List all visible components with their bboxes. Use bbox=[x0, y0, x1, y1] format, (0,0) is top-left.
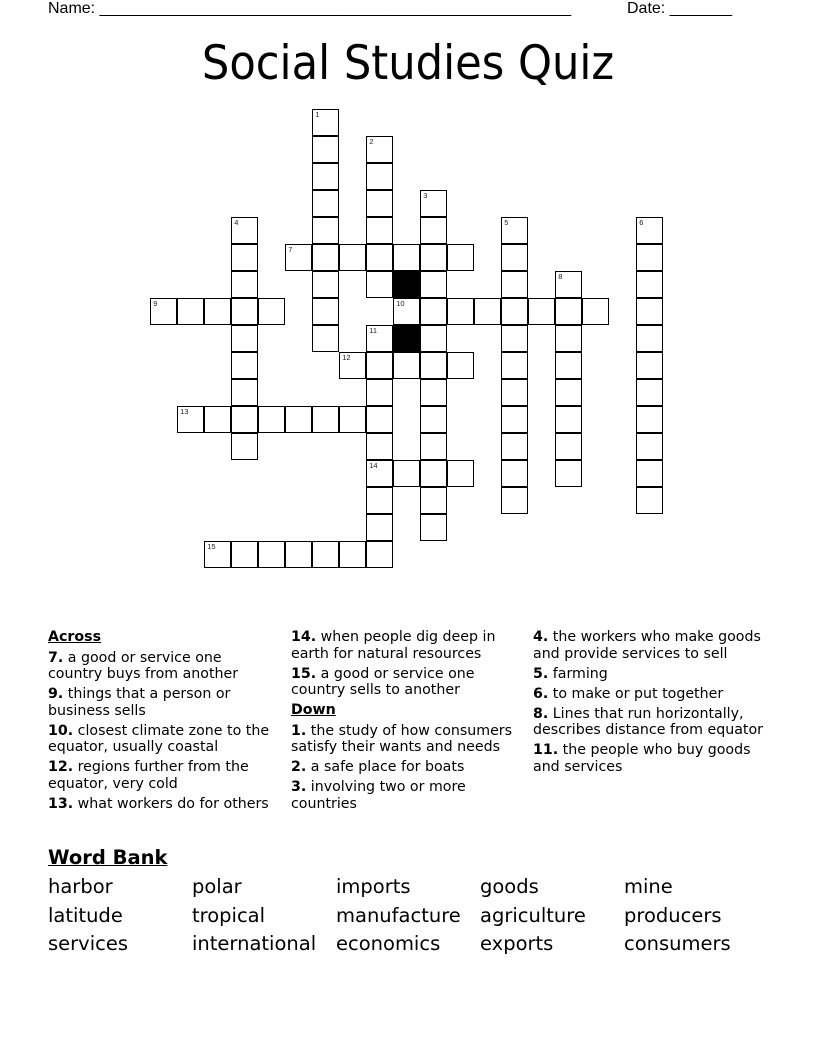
crossword-cell[interactable] bbox=[501, 298, 528, 325]
crossword-cell[interactable] bbox=[258, 298, 285, 325]
clue-number: 9 bbox=[153, 299, 158, 309]
crossword-cell[interactable] bbox=[204, 406, 231, 433]
crossword-cell[interactable] bbox=[150, 298, 177, 325]
clue-number: 10 bbox=[396, 299, 405, 309]
clues-column-2 bbox=[291, 629, 526, 816]
crossword-cell[interactable] bbox=[420, 271, 447, 298]
crossword-cell[interactable] bbox=[555, 298, 582, 325]
crossword-cell[interactable] bbox=[231, 298, 258, 325]
word-bank-word: latitude bbox=[48, 903, 123, 927]
word-bank-title: Word Bank bbox=[48, 846, 168, 869]
crossword-cell[interactable] bbox=[366, 163, 393, 190]
crossword-cell[interactable] bbox=[420, 352, 447, 379]
crossword-cell[interactable] bbox=[636, 325, 663, 352]
date-field-label: Date: _______ bbox=[627, 0, 732, 17]
crossword-cell[interactable] bbox=[312, 217, 339, 244]
word-bank-row bbox=[48, 873, 768, 902]
crossword-cell[interactable] bbox=[555, 271, 582, 298]
crossword-cell[interactable] bbox=[420, 406, 447, 433]
crossword-cell[interactable] bbox=[555, 460, 582, 487]
clue-down-4: 4. the workers who make goods and provide services to sell bbox=[533, 629, 761, 662]
crossword-cell[interactable] bbox=[312, 163, 339, 190]
crossword-cell[interactable] bbox=[501, 487, 528, 514]
crossword-cell[interactable] bbox=[285, 541, 312, 568]
crossword-cell[interactable] bbox=[366, 271, 393, 298]
word-bank-word: goods bbox=[480, 875, 539, 898]
crossword-cell[interactable] bbox=[447, 298, 474, 325]
crossword-cell[interactable] bbox=[420, 487, 447, 514]
word-bank bbox=[48, 873, 768, 959]
crossword-cell[interactable] bbox=[258, 406, 285, 433]
word-bank-word: mine bbox=[624, 875, 673, 898]
clue-down-8: 8. Lines that run horizontally, describes distance from equator bbox=[533, 705, 763, 738]
clues-column-1 bbox=[48, 629, 280, 816]
word-bank-word: agriculture bbox=[480, 903, 586, 927]
crossword-cell[interactable] bbox=[366, 541, 393, 568]
page-title: Social Studies Quiz bbox=[201, 36, 615, 91]
clue-number: 1 bbox=[315, 110, 320, 120]
crossword-cell[interactable] bbox=[528, 298, 555, 325]
crossword-cell[interactable] bbox=[312, 109, 339, 136]
crossword-cell[interactable] bbox=[231, 379, 258, 406]
crossword-cell[interactable] bbox=[204, 298, 231, 325]
crossword-cell[interactable] bbox=[312, 298, 339, 325]
word-bank-word: exports bbox=[480, 932, 554, 955]
crossword-cell[interactable] bbox=[501, 379, 528, 406]
across-heading: Across bbox=[48, 629, 102, 645]
crossword-cell[interactable] bbox=[555, 379, 582, 406]
crossword-cell[interactable] bbox=[636, 460, 663, 487]
crossword-cell[interactable] bbox=[366, 352, 393, 379]
clue-across-10: 10. closest climate zone to the equator, usually coastal bbox=[48, 722, 270, 755]
word-bank-word: imports bbox=[336, 875, 411, 898]
crossword-cell[interactable] bbox=[420, 244, 447, 271]
crossword-cell[interactable] bbox=[231, 271, 258, 298]
crossword-cell[interactable] bbox=[636, 244, 663, 271]
crossword-cell[interactable] bbox=[636, 217, 663, 244]
crossword-block-cell bbox=[393, 325, 420, 352]
crossword-cell[interactable] bbox=[420, 514, 447, 541]
clue-across-7: 7. a good or service one country buys from another bbox=[48, 649, 239, 682]
crossword-cell[interactable] bbox=[285, 406, 312, 433]
clue-down-1: 1. the study of how consumers satisfy their wants and needs bbox=[291, 722, 513, 755]
crossword-cell[interactable] bbox=[339, 352, 366, 379]
crossword-cell[interactable] bbox=[177, 298, 204, 325]
crossword-cell[interactable] bbox=[393, 352, 420, 379]
crossword-cell[interactable] bbox=[366, 514, 393, 541]
crossword-cell[interactable] bbox=[312, 190, 339, 217]
crossword-cell[interactable] bbox=[366, 325, 393, 352]
crossword-cell[interactable] bbox=[312, 244, 339, 271]
crossword-cell[interactable] bbox=[474, 298, 501, 325]
crossword-cell[interactable] bbox=[636, 406, 663, 433]
crossword-cell[interactable] bbox=[366, 487, 393, 514]
word-bank-word: producers bbox=[624, 903, 722, 927]
clue-number: 13 bbox=[180, 407, 189, 417]
clue-number: 12 bbox=[342, 353, 351, 363]
crossword-cell[interactable] bbox=[231, 406, 258, 433]
crossword-cell[interactable] bbox=[231, 541, 258, 568]
crossword-cell[interactable] bbox=[366, 379, 393, 406]
crossword-cell[interactable] bbox=[501, 406, 528, 433]
clue-across-13: 13. what workers do for others bbox=[48, 795, 269, 812]
word-bank-word: services bbox=[48, 932, 129, 955]
crossword-cell[interactable] bbox=[366, 190, 393, 217]
clue-down-5: 5. farming bbox=[533, 665, 608, 682]
crossword-cell[interactable] bbox=[312, 406, 339, 433]
crossword-cell[interactable] bbox=[258, 541, 285, 568]
crossword-cell[interactable] bbox=[366, 433, 393, 460]
clue-number: 8 bbox=[558, 272, 563, 282]
crossword-cell[interactable] bbox=[393, 244, 420, 271]
clue-number: 14 bbox=[369, 461, 378, 471]
crossword-cell[interactable] bbox=[231, 352, 258, 379]
crossword-cell[interactable] bbox=[636, 433, 663, 460]
crossword-cell[interactable] bbox=[339, 406, 366, 433]
crossword-cell[interactable] bbox=[501, 325, 528, 352]
crossword-cell[interactable] bbox=[501, 460, 528, 487]
crossword-cell[interactable] bbox=[312, 325, 339, 352]
word-bank-word: harbor bbox=[48, 875, 113, 898]
crossword-cell[interactable] bbox=[393, 298, 420, 325]
clue-down-3: 3. involving two or more countries bbox=[291, 779, 466, 812]
word-bank-word: economics bbox=[336, 932, 441, 955]
clue-number: 4 bbox=[234, 218, 239, 228]
crossword-cell[interactable] bbox=[231, 433, 258, 460]
crossword-cell[interactable] bbox=[636, 352, 663, 379]
crossword-cell[interactable] bbox=[366, 217, 393, 244]
crossword-cell[interactable] bbox=[636, 379, 663, 406]
clue-number: 2 bbox=[369, 137, 374, 147]
clue-number: 15 bbox=[207, 542, 216, 552]
name-field-label: Name: _____________________________________________________ bbox=[48, 0, 572, 17]
crossword-cell[interactable] bbox=[339, 541, 366, 568]
crossword-cell[interactable] bbox=[366, 244, 393, 271]
crossword-cell[interactable] bbox=[555, 325, 582, 352]
clue-across-12: 12. regions further from the equator, very cold bbox=[48, 759, 249, 792]
crossword-cell[interactable] bbox=[420, 325, 447, 352]
crossword-cell[interactable] bbox=[339, 244, 366, 271]
clue-down-11: 11. the people who buy goods and services bbox=[533, 742, 751, 775]
crossword-cell[interactable] bbox=[420, 379, 447, 406]
word-bank-word: consumers bbox=[624, 932, 731, 955]
crossword-cell[interactable] bbox=[636, 271, 663, 298]
crossword-cell[interactable] bbox=[582, 298, 609, 325]
word-bank-word: tropical bbox=[192, 903, 266, 927]
crossword-cell[interactable] bbox=[501, 271, 528, 298]
down-heading: Down bbox=[291, 702, 336, 718]
crossword-cell[interactable] bbox=[312, 541, 339, 568]
word-bank-row bbox=[48, 902, 768, 931]
crossword-cell[interactable] bbox=[312, 136, 339, 163]
crossword-cell[interactable] bbox=[447, 352, 474, 379]
clue-across-9: 9. things that a person or business sells bbox=[48, 686, 231, 719]
crossword-cell[interactable] bbox=[420, 217, 447, 244]
crossword-cell[interactable] bbox=[555, 352, 582, 379]
crossword-cell[interactable] bbox=[420, 460, 447, 487]
crossword-cell[interactable] bbox=[366, 406, 393, 433]
crossword-cell[interactable] bbox=[231, 244, 258, 271]
crossword-cell[interactable] bbox=[177, 406, 204, 433]
crossword-cell[interactable] bbox=[636, 487, 663, 514]
crossword-cell[interactable] bbox=[231, 217, 258, 244]
crossword-cell[interactable] bbox=[501, 217, 528, 244]
crossword-cell[interactable] bbox=[447, 244, 474, 271]
crossword-cell[interactable] bbox=[366, 460, 393, 487]
crossword-block-cell bbox=[393, 271, 420, 298]
crossword-cell[interactable] bbox=[555, 406, 582, 433]
word-bank-word: polar bbox=[192, 875, 242, 898]
clue-number: 7 bbox=[288, 245, 293, 255]
crossword-cell[interactable] bbox=[366, 136, 393, 163]
crossword-cell[interactable] bbox=[204, 541, 231, 568]
crossword-cell[interactable] bbox=[501, 433, 528, 460]
clue-number: 3 bbox=[423, 191, 428, 201]
clue-number: 5 bbox=[504, 218, 509, 228]
crossword-cell[interactable] bbox=[420, 190, 447, 217]
crossword-cell[interactable] bbox=[555, 433, 582, 460]
clues-column-3 bbox=[533, 629, 773, 779]
crossword-cell[interactable] bbox=[501, 244, 528, 271]
crossword-cell[interactable] bbox=[447, 460, 474, 487]
crossword-cell[interactable] bbox=[312, 271, 339, 298]
crossword-cell[interactable] bbox=[636, 298, 663, 325]
clue-across-14: 14. when people dig deep in earth for natural resources bbox=[291, 629, 496, 662]
crossword-cell[interactable] bbox=[285, 244, 312, 271]
clue-number: 11 bbox=[369, 326, 378, 336]
clue-down-6: 6. to make or put together bbox=[533, 685, 724, 702]
crossword-cell[interactable] bbox=[420, 298, 447, 325]
word-bank-word: manufacture bbox=[336, 903, 461, 927]
crossword-cell[interactable] bbox=[501, 352, 528, 379]
clue-across-15: 15. a good or service one country sells to another bbox=[291, 665, 475, 698]
crossword-cell[interactable] bbox=[393, 460, 420, 487]
crossword-cell[interactable] bbox=[231, 325, 258, 352]
clue-number: 6 bbox=[639, 218, 644, 228]
word-bank-word: international bbox=[192, 932, 317, 955]
crossword-cell[interactable] bbox=[420, 433, 447, 460]
word-bank-row bbox=[48, 930, 768, 959]
clue-down-2: 2. a safe place for boats bbox=[291, 759, 465, 775]
